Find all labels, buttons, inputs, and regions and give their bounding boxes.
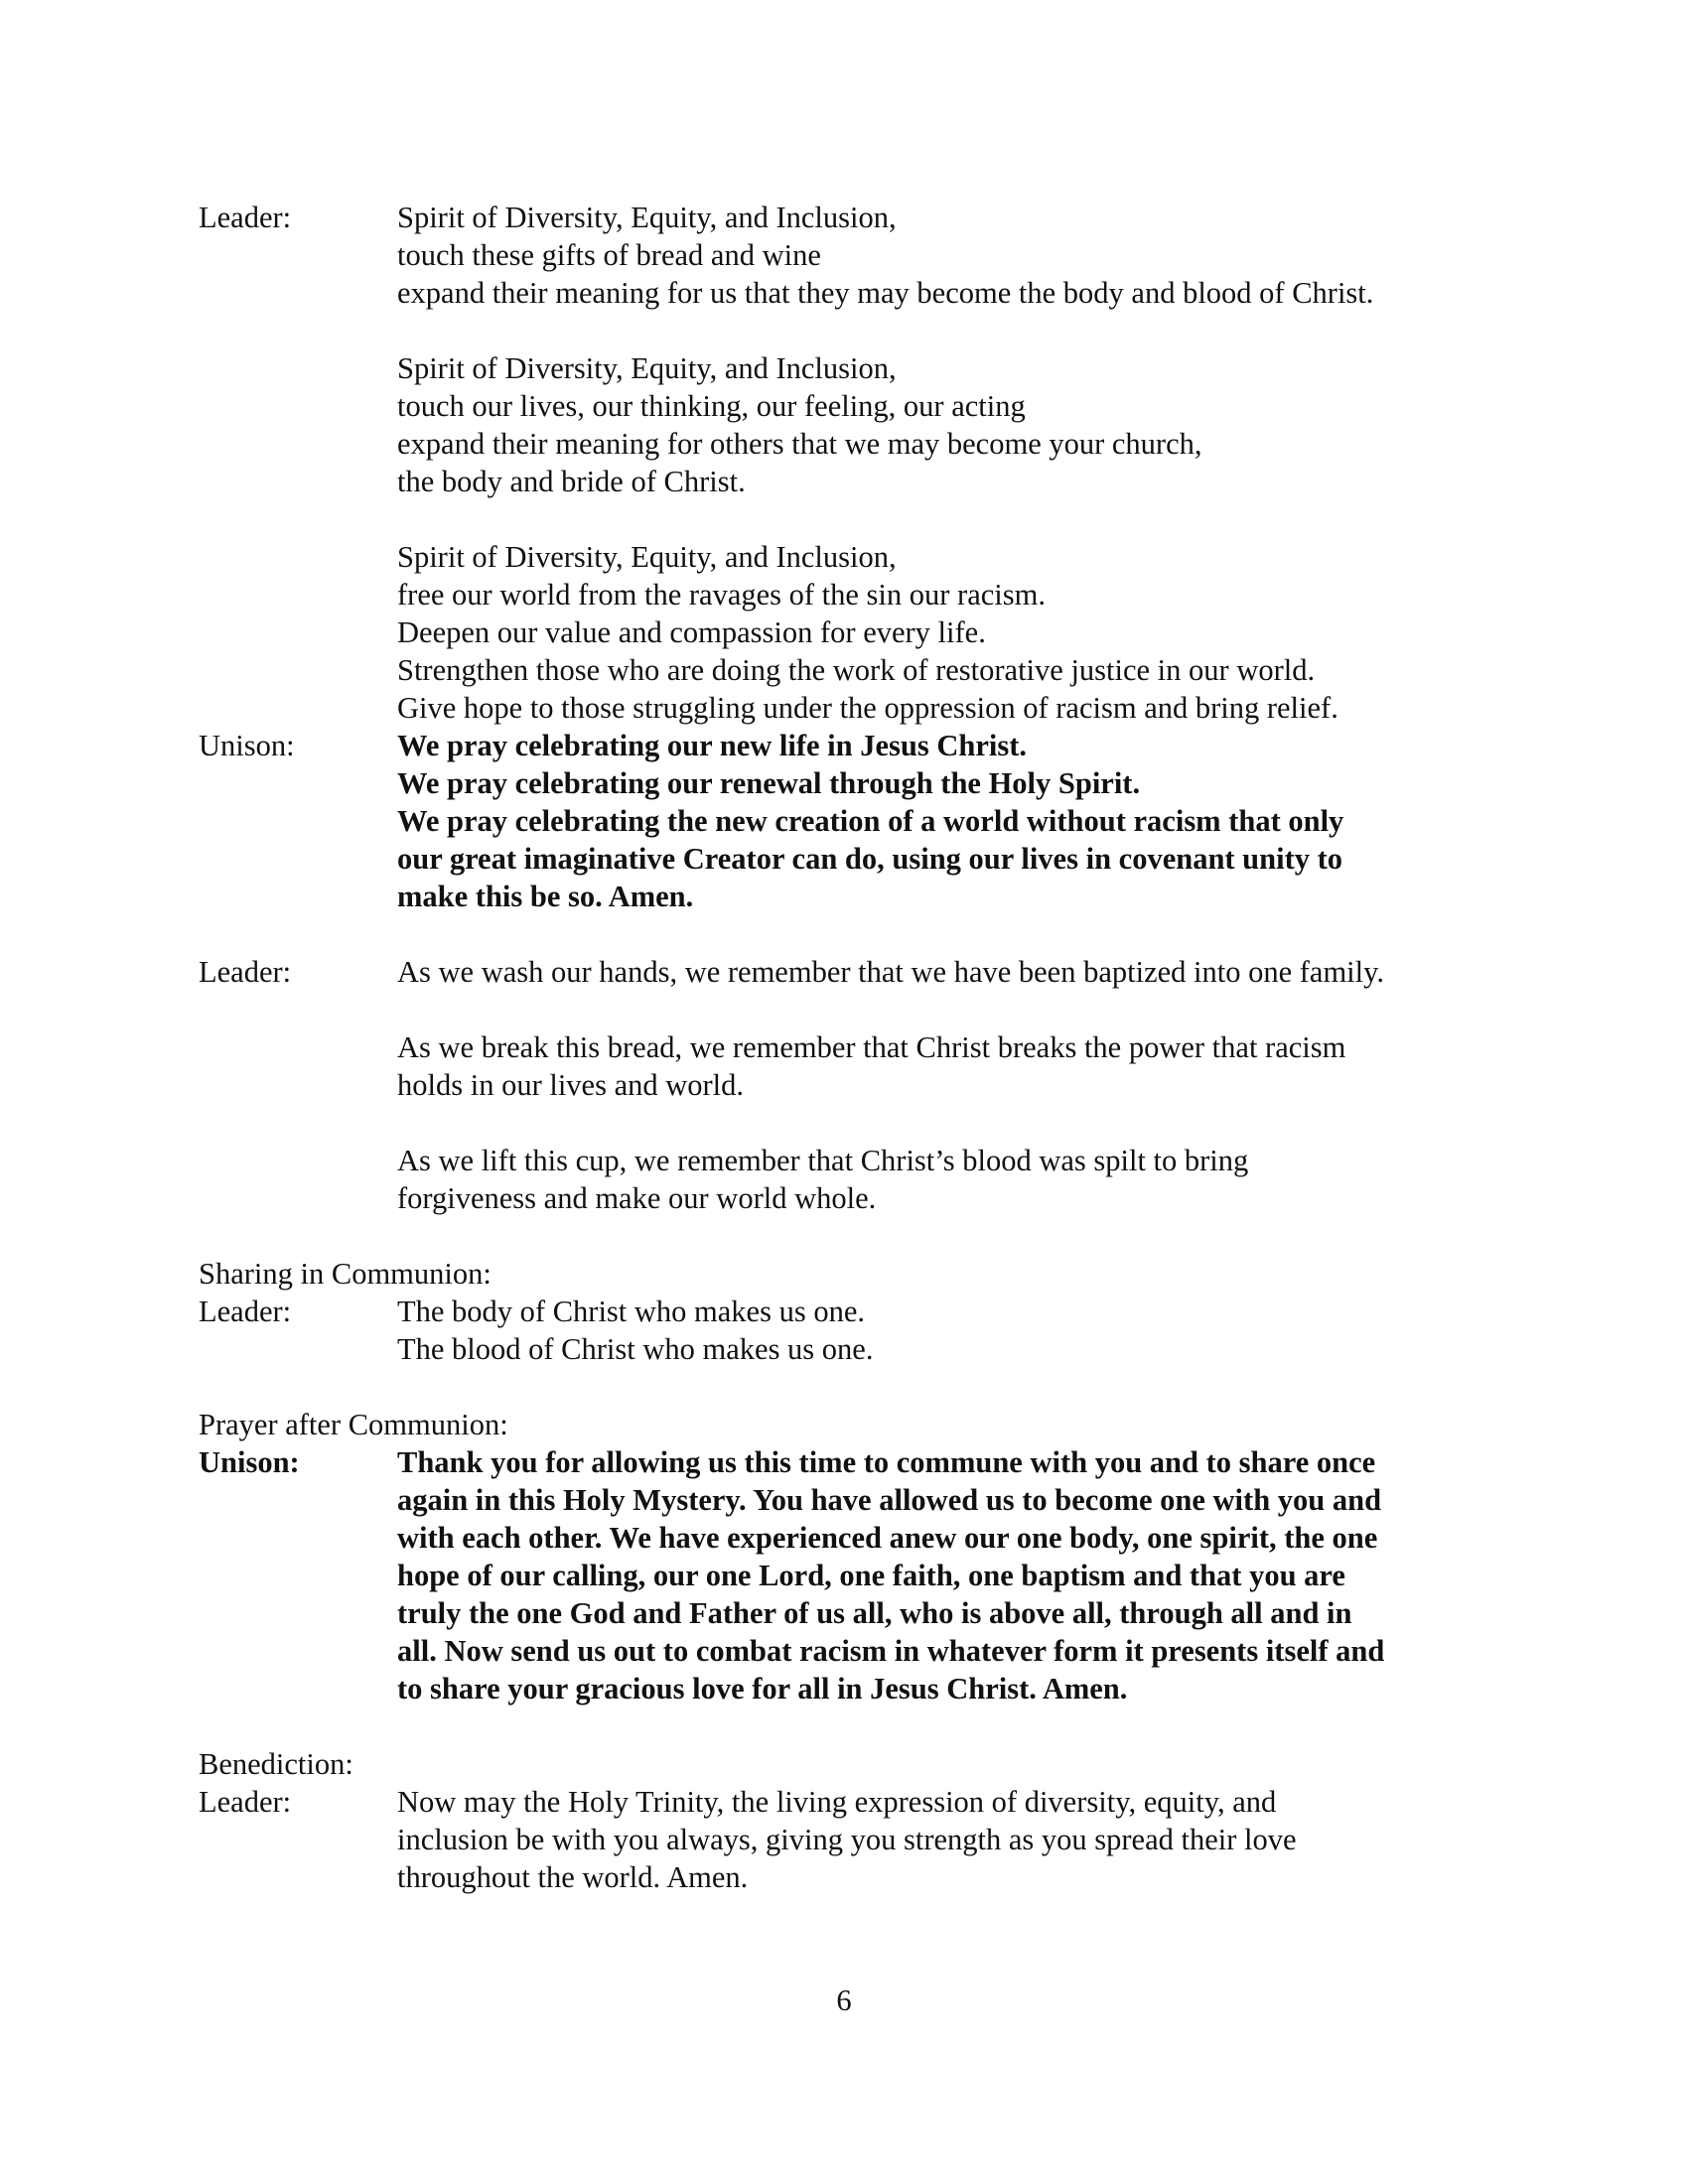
text-line: with each other. We have experienced anew our one body, one spirit, the one: [397, 1521, 1378, 1555]
speaker-label: Leader:: [199, 1295, 292, 1328]
text-line: forgiveness and make our world whole.: [397, 1181, 877, 1215]
liturgy-text: [397, 1142, 1248, 1217]
section-heading-sharing: Sharing in Communion:: [199, 1257, 492, 1291]
text-line: truly the one God and Father of us all, who is above all, through all and in: [397, 1596, 1352, 1630]
speaker-label: Leader:: [199, 955, 292, 989]
liturgy-text: [397, 1028, 1345, 1104]
liturgy-text: [397, 1783, 1297, 1896]
text-line: Spirit of Diversity, Equity, and Inclusion,: [397, 351, 897, 385]
text-line: Strengthen those who are doing the work of restorative justice in our world.: [397, 653, 1316, 687]
speaker-label: Unison:: [199, 729, 295, 762]
speaker-label: Leader:: [199, 1785, 292, 1819]
liturgy-text: [397, 953, 1384, 991]
text-line: As we lift this cup, we remember that Christ’s blood was spilt to bring: [397, 1144, 1249, 1177]
text-line: touch these gifts of bread and wine: [397, 238, 821, 272]
text-line: free our world from the ravages of the sin our racism.: [397, 578, 1046, 612]
text-line: Now may the Holy Trinity, the living expression of diversity, equity, and: [397, 1785, 1277, 1819]
text-line: The body of Christ who makes us one.: [397, 1295, 865, 1328]
speaker-label: Leader:: [199, 201, 292, 234]
text-line: Spirit of Diversity, Equity, and Inclusion,: [397, 540, 897, 574]
text-line: to share your gracious love for all in Jesus Christ. Amen.: [397, 1672, 1128, 1706]
liturgy-text: [397, 727, 1343, 915]
liturgy-text: [397, 538, 1338, 727]
text-line: the body and bride of Christ.: [397, 465, 746, 498]
text-line: Spirit of Diversity, Equity, and Inclusion,: [397, 201, 897, 234]
text-line: touch our lives, our thinking, our feeling, our acting: [397, 389, 1026, 423]
liturgy-text: [397, 1293, 873, 1368]
text-line: expand their meaning for us that they may become the body and blood of Christ.: [397, 276, 1374, 310]
speaker-label: Unison:: [199, 1445, 300, 1479]
section-heading-benediction: Benediction:: [199, 1747, 353, 1781]
text-line: make this be so. Amen.: [397, 880, 694, 913]
text-line: We pray celebrating our new life in Jesus Christ.: [397, 729, 1027, 762]
text-line: all. Now send us out to combat racism in whatever form it presents itself and: [397, 1634, 1385, 1668]
text-line: As we wash our hands, we remember that we have been baptized into one family.: [397, 955, 1385, 989]
text-line: expand their meaning for others that we may become your church,: [397, 427, 1202, 461]
text-line: hope of our calling, our one Lord, one faith, one baptism and that you are: [397, 1559, 1345, 1592]
text-line: our great imaginative Creator can do, using our lives in covenant unity to: [397, 842, 1343, 876]
text-line: Give hope to those struggling under the oppression of racism and bring relief.: [397, 691, 1338, 725]
text-line: holds in our lives and world.: [397, 1068, 745, 1102]
liturgy-text: [397, 199, 1373, 312]
text-line: As we break this bread, we remember that Christ breaks the power that racism: [397, 1030, 1346, 1064]
section-heading-prayer: Prayer after Communion:: [199, 1408, 508, 1441]
page-number: 6: [836, 1983, 852, 2017]
liturgy-text: [397, 1443, 1384, 1707]
text-line: again in this Holy Mystery. You have allowed us to become one with you and: [397, 1483, 1382, 1517]
text-line: throughout the world. Amen.: [397, 1860, 749, 1894]
text-line: We pray celebrating our renewal through the Holy Spirit.: [397, 766, 1141, 800]
text-line: We pray celebrating the new creation of a world without racism that only: [397, 804, 1344, 838]
text-line: The blood of Christ who makes us one.: [397, 1332, 874, 1366]
text-line: Deepen our value and compassion for every life.: [397, 615, 986, 649]
text-line: Thank you for allowing us this time to commune with you and to share once: [397, 1445, 1376, 1479]
text-line: inclusion be with you always, giving you strength as you spread their love: [397, 1823, 1297, 1856]
liturgy-text: [397, 349, 1202, 500]
